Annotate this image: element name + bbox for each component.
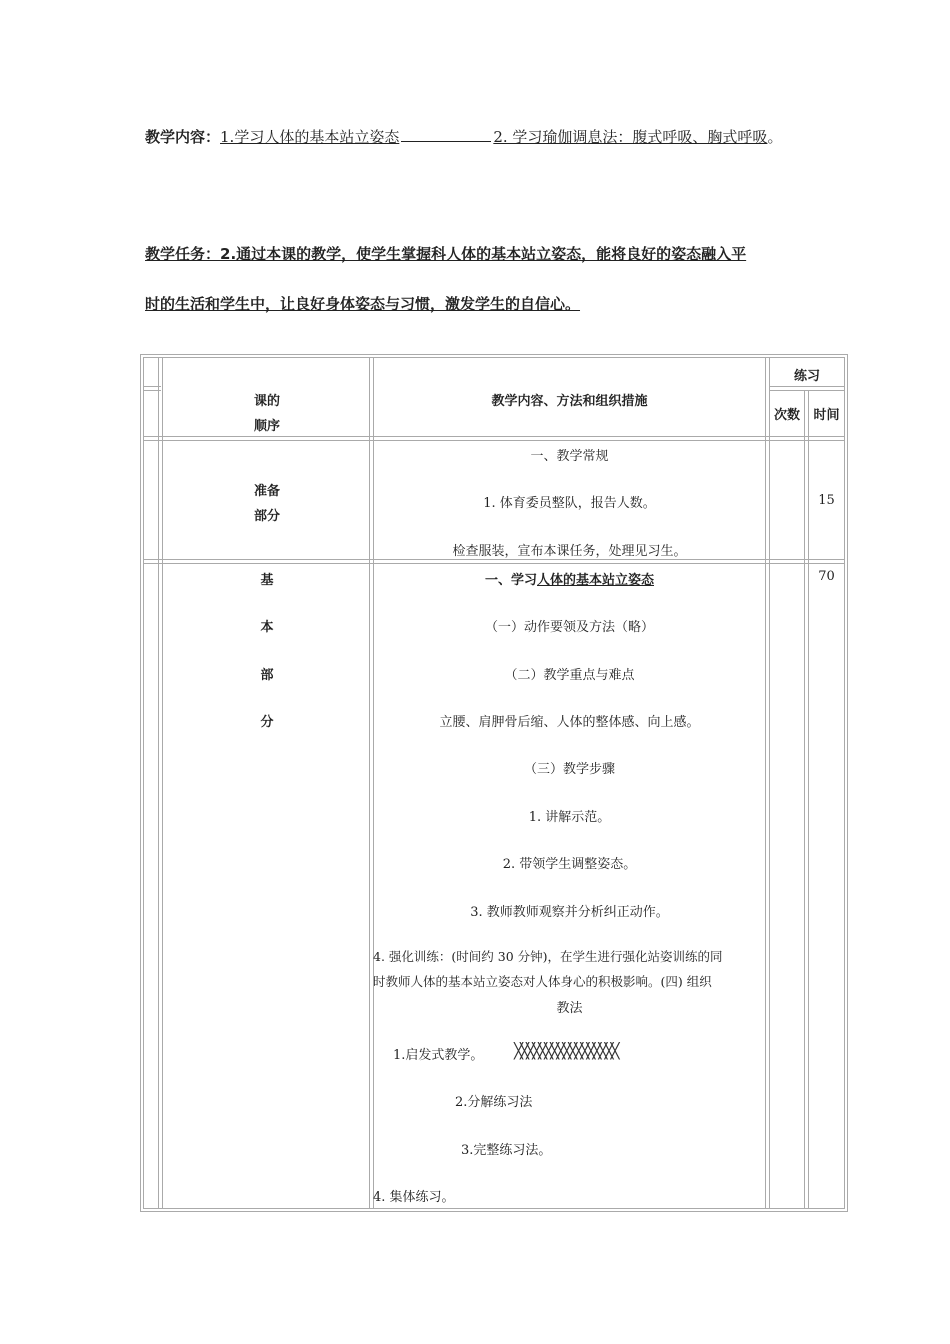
row-divider [769,386,845,387]
teaching-task-line2: 时的生活和学生中，让良好身体姿态与习惯，激发学生的自信心。 [145,295,581,313]
row-divider [769,390,845,391]
teaching-content-item2: 2. 学习瑜伽调息法：腹式呼吸、胸式呼吸 [493,128,768,146]
basic-title-prefix: 一、学习 [484,573,537,588]
row-divider [143,440,845,441]
row-divider [143,436,845,437]
prep-line: 检查服装，宣布本课任务，处理见习生。 [452,544,687,559]
col-divider [769,357,770,1209]
method-line: 1.启发式教学。 [393,1048,484,1063]
header-practice: 练习 [793,369,820,384]
header-order-line2: 顺序 [253,419,280,434]
method-line: 4. 集体练习。 [373,1190,455,1205]
basic-line: 立腰、肩胛骨后缩、人体的整体感、向上感。 [439,715,700,730]
col-divider [808,390,809,1209]
basic-line: 2. 带领学生调整姿态。 [502,857,637,872]
teaching-content-label: 教学内容： [145,128,221,146]
header-order-line1: 课的 [253,394,280,409]
basic-title-underlined: 人体的基本站立姿态 [537,573,655,588]
teaching-content-item1: 1.学习人体的基本站立姿态 [220,128,400,146]
basic-para-line3: 教法 [556,1001,583,1016]
header-content: 教学内容、方法和组织措施 [491,394,648,409]
x-marks-row: ╳╳╳╳╳╳╳╳╳╳╳╳╳╳╳╳╳ [514,1042,617,1060]
teaching-content-line [145,126,782,147]
header-times: 次数 [773,408,800,423]
basic-line: 3. 教师教师观察并分析纠正动作。 [470,905,669,920]
basic-line: （一）动作要领及方法（略） [484,620,654,635]
basic-title [373,569,766,588]
col-divider [373,357,374,1209]
prep-name-line2: 部分 [253,509,280,524]
row-divider [143,390,161,391]
basic-time: 70 [818,569,835,584]
col-divider [765,357,766,1209]
row-divider [143,386,161,387]
basic-line: （二）教学重点与难点 [504,668,635,683]
row-divider [143,559,845,560]
basic-para-line2: 时教师人体的基本站立姿态对人体身心的积极影响。(四) 组织 [373,974,712,989]
basic-name-char: 基 [260,573,274,588]
teaching-task-line1: 教学任务：2.通过本课的教学，使学生掌握科人体的基本站立姿态，能将良好的姿态融入平 [145,245,747,263]
basic-line: （三）教学步骤 [523,762,615,777]
basic-line: 1. 讲解示范。 [528,810,611,825]
basic-name-char: 分 [260,715,274,730]
method-line: 3.完整练习法。 [461,1143,552,1158]
basic-name-char: 部 [260,668,274,683]
header-time: 时间 [813,408,840,423]
row-divider [143,563,845,564]
underline-gap [401,129,491,142]
basic-name-char: 本 [260,620,274,635]
teaching-content-end: 。 [767,128,783,146]
basic-para-line1: 4. 强化训练：(时间约 30 分钟)，在学生进行强化站姿训练的同 [373,949,723,964]
col-divider [804,390,805,1209]
method-line: 2.分解练习法 [455,1095,533,1110]
col-divider [158,357,159,1209]
prep-name-line1: 准备 [253,484,280,499]
prep-line: 一、教学常规 [530,449,609,464]
prep-time: 15 [818,493,835,508]
prep-line: 1. 体育委员整队，报告人数。 [483,496,656,511]
